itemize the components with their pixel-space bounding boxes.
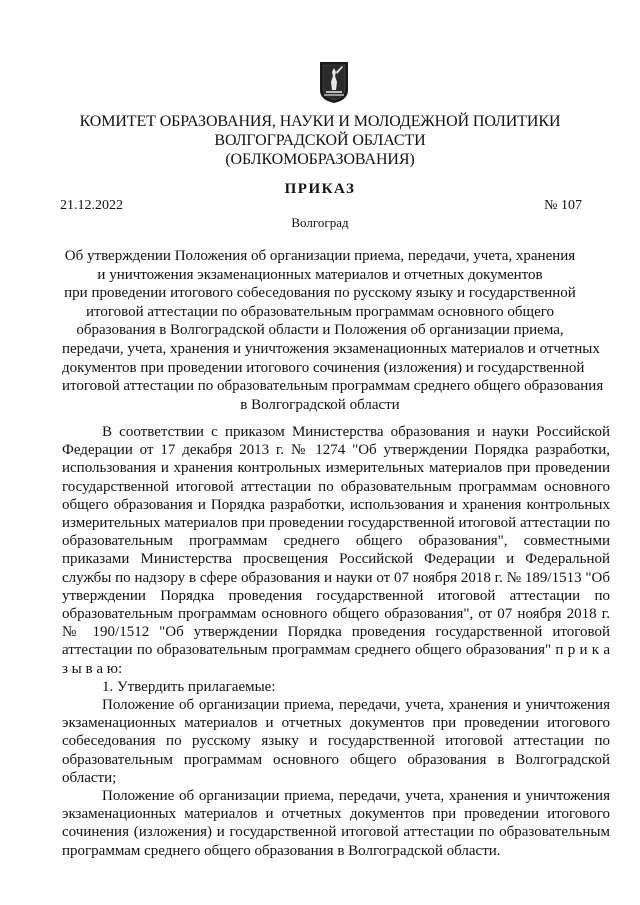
- document-city: Волгоград: [291, 215, 349, 230]
- regulation-paragraph-1: Положение об организации приема, передачи, учета, хранения и уничтожения экзаменационных материалов и отчетных документов при проведении итогового собеседования по русскому языку и государственной итоговой аттестации по образовательным программам основного общего образования в Волгоградской области;: [62, 697, 610, 786]
- title-line: в Волгоградской области: [240, 396, 400, 413]
- document-body: [62, 423, 610, 860]
- item-1: 1. Утвердить прилагаемые:: [102, 678, 276, 695]
- title-line: образования в Волгоградской области и Положения об организации приема,: [76, 322, 564, 339]
- title-line: итоговой аттестации по образовательным программам основного общего: [85, 303, 555, 320]
- title-line: документов при проведении итогового сочинения (изложения) и государственной: [62, 359, 585, 376]
- regulation-paragraph-2: Положение об организации приема, передачи, учета, хранения и уничтожения экзаменационных материалов и отчетных документов при проведении итогового сочинения (изложения) и государственной итоговой аттестации по образовательным программам среднего общего образования в Волгоградской области.: [62, 788, 610, 859]
- title-line: итоговой аттестации по образовательным программам среднего общего образования: [62, 378, 604, 395]
- title-line: и уничтожения экзаменационных материалов и отчетных документов: [97, 266, 543, 283]
- document-number: № 107: [544, 198, 582, 213]
- title-line: при проведении итогового собеседования по русскому языку и государственной: [64, 285, 576, 302]
- document-title: [62, 247, 604, 414]
- document-type: ПРИКАЗ: [284, 181, 356, 197]
- preamble-paragraph: [62, 423, 610, 678]
- organization-name: [60, 112, 580, 169]
- document-date: 21.12.2022: [60, 198, 123, 213]
- org-line: ВОЛГОГРАДСКОЙ ОБЛАСТИ: [214, 132, 426, 149]
- volgograd-coat-of-arms-icon: [318, 60, 350, 104]
- preamble-text: В соответствии с приказом Министерства образования и науки Российской Федерации от 17 декабря 2013 г. № 1274 "Об утверждении Порядка разработки, использования и хранения контрольных измерительных материалов при проведении государственной итоговой аттестации по образовательным программам основного общего образования и Порядка разработки, использования и хранения контрольных измерительных материалов при проведении государственной итоговой аттестации по образовательным программам среднего общего образования", совместными приказами Министерства просвещения Российской Федерации и Федеральной службы по надзору в сфере образования и науки от 07 ноября 2018 г. № 189/1513 "Об утверждении Порядка проведения государственной итоговой аттестации по образовательным программам основного общего образования", от 07 ноября 2018 г. № 190/1512 "Об утверждении Порядка проведения государственной итоговой аттестации по образовательным программам среднего общего образования": [62, 424, 610, 659]
- org-line: КОМИТЕТ ОБРАЗОВАНИЯ, НАУКИ И МОЛОДЕЖНОЙ ПОЛИТИКИ: [79, 113, 561, 130]
- order-word: п р и к а з ы в а ю:: [62, 642, 610, 677]
- org-line: (ОБЛКОМОБРАЗОВАНИЯ): [225, 151, 415, 168]
- title-line: передачи, учета, хранения и уничтожения экзаменационных материалов и отчетных: [62, 340, 600, 357]
- title-line: Об утверждении Положения об организации приема, передачи, учета, хранения: [64, 248, 576, 264]
